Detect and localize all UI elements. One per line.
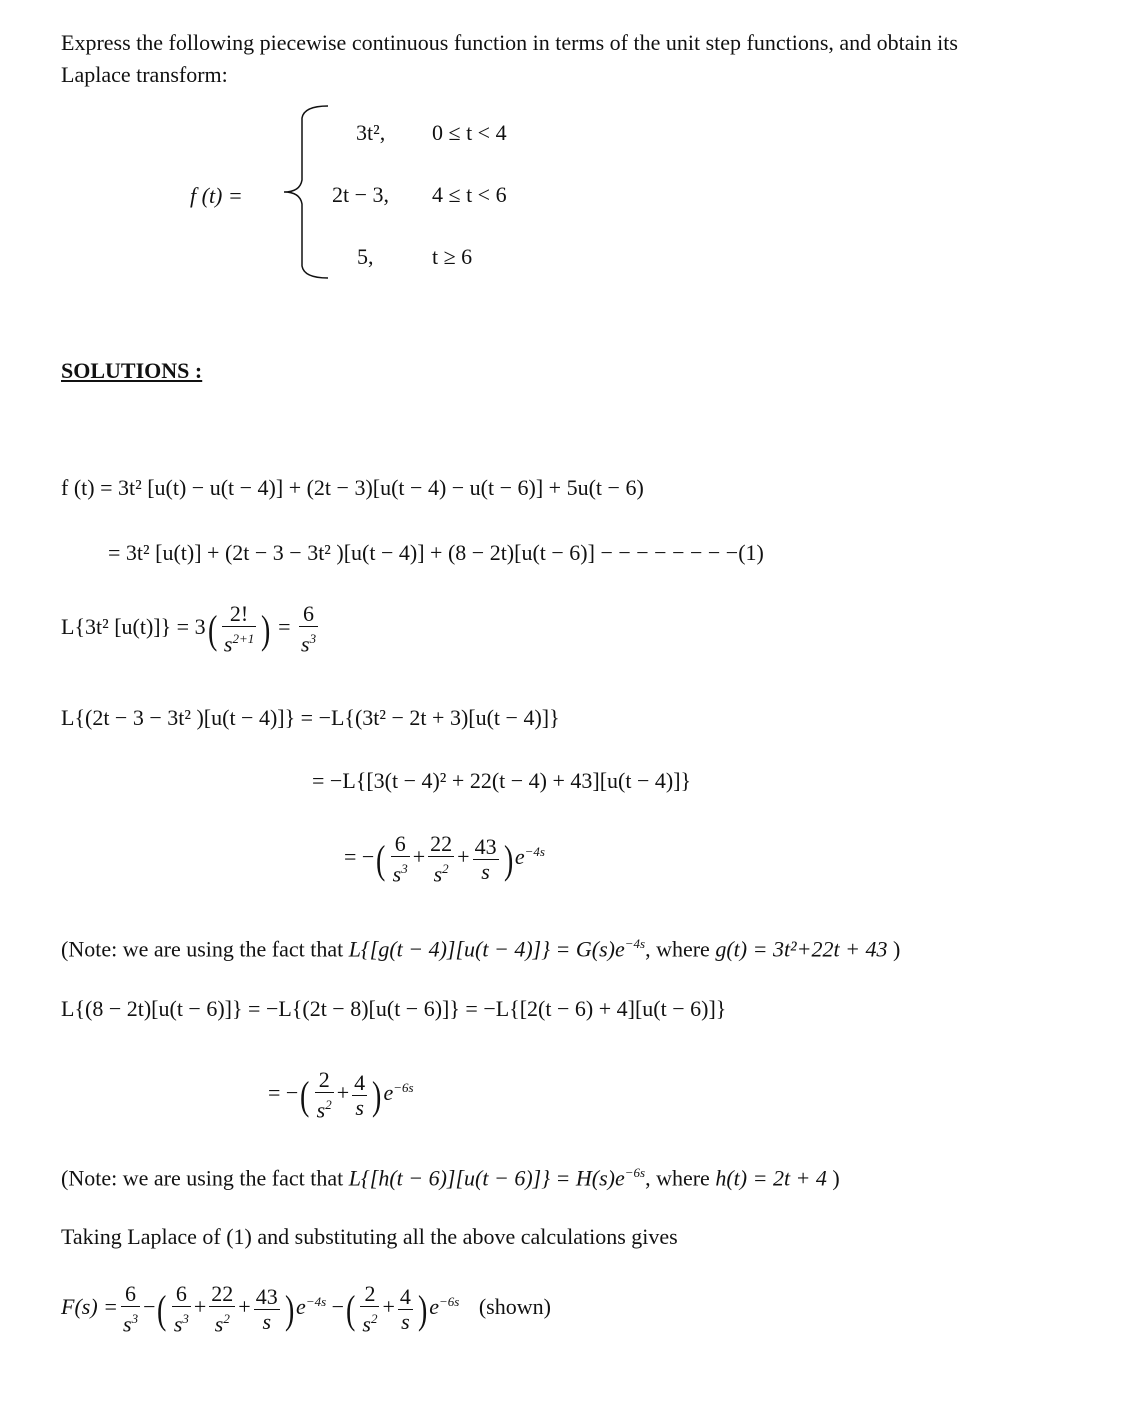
eq6-frac-1 — [391, 832, 410, 886]
eq6-e-pow: −4s — [524, 843, 545, 859]
equation-1: f (t) = 3t² [u(t) − u(t − 4)] + (2t − 3)[u(t − 4) − u(t − 6)] + 5u(t − 6) — [61, 475, 644, 500]
piecewise-brace — [282, 104, 330, 280]
eq6-f1d-exp: 3 — [401, 861, 408, 876]
eq6-f2n: 22 — [430, 831, 453, 856]
note2-close: ) — [826, 1165, 840, 1191]
note2-math: L{[h(t − 6)][u(t − 6)]} = H(s)e — [348, 1165, 625, 1191]
equation-3 — [61, 602, 321, 656]
eq6-f1d-base: s — [392, 861, 402, 887]
final-n1: 6 — [175, 1281, 187, 1306]
final-d4-base: s — [362, 1311, 371, 1337]
equation-2: = 3t² [u(t)] + (2t − 3 − 3t² )[u(t − 4)] + (8 − 2t)[u(t − 6)] − − − − − − − −(1) — [108, 540, 764, 565]
eq3-fraction — [222, 602, 256, 656]
final-plus-1: + — [193, 1294, 207, 1320]
eq8-f1d — [315, 1092, 334, 1122]
note2-text: (Note: we are using the fact that — [61, 1165, 349, 1191]
eq6-f2d-exp: 2 — [442, 861, 449, 876]
final-plus-2: + — [238, 1294, 251, 1320]
piece-1-expr: 3t², — [356, 120, 386, 145]
final-d1 — [172, 1306, 191, 1336]
eq6-plus-1: + — [412, 844, 426, 870]
note2-pow: −6s — [624, 1165, 646, 1180]
eq6-f2d-base: s — [433, 861, 443, 887]
note-1 — [61, 936, 900, 962]
final-e-1: e — [296, 1294, 306, 1320]
eq6-frac-2 — [428, 832, 454, 886]
piece-2-expr: 2t − 3, — [332, 182, 390, 207]
eq6-frac-3 — [473, 835, 499, 884]
final-d5: s — [398, 1309, 413, 1334]
final-pow-2: −6s — [438, 1293, 460, 1309]
eq8-frac-1 — [315, 1068, 334, 1122]
final-d0-base: s — [123, 1311, 132, 1337]
final-n5: 4 — [399, 1283, 411, 1309]
final-frac-0 — [121, 1282, 140, 1336]
note1-g: g(t) = 3t²+22t + 43 — [715, 936, 888, 962]
final-frac-1 — [172, 1282, 191, 1336]
final-frac-3 — [254, 1285, 280, 1334]
final-n3: 43 — [255, 1283, 278, 1309]
piece-3-expr: 5, — [357, 244, 374, 269]
eq3-result — [299, 602, 318, 656]
final-n0: 6 — [125, 1281, 137, 1306]
final-plus-3: + — [382, 1294, 395, 1320]
final-d4-exp: 2 — [370, 1311, 378, 1326]
eq8-frac-2 — [352, 1071, 367, 1120]
final-d1-exp: 3 — [182, 1311, 189, 1326]
note1-math: L{[g(t − 4)][u(t − 4)]} = G(s)e — [348, 936, 625, 962]
final-n2: 22 — [211, 1281, 234, 1306]
eq3-num: 2! — [229, 601, 249, 626]
eq6-pre: = − — [344, 844, 375, 870]
equation-8 — [268, 1068, 414, 1122]
final-d4 — [360, 1306, 379, 1336]
eq3-rnum: 6 — [303, 601, 315, 626]
final-minus-2: − — [331, 1294, 345, 1320]
eq3-rden-exp: 3 — [309, 631, 317, 646]
eq6-f2d — [428, 856, 454, 886]
paren-open: ( — [207, 606, 217, 652]
eq8-e-pow: −6s — [393, 1079, 414, 1095]
note2-where: , where — [645, 1165, 716, 1191]
eq8-e: e — [383, 1080, 394, 1106]
final-lhs: F(s) = — [61, 1294, 118, 1320]
eq3-den-base: s — [223, 631, 233, 657]
piece-2-cond: 4 ≤ t < 6 — [432, 182, 507, 207]
final-pow-1: −4s — [305, 1293, 327, 1309]
eq3-rden-base: s — [301, 631, 310, 657]
eq6-f1n: 6 — [394, 831, 406, 856]
eq8-f1d-base: s — [316, 1097, 326, 1123]
eq8-f2n: 4 — [354, 1069, 366, 1095]
eq3-equals: = — [278, 614, 291, 640]
solutions-heading: SOLUTIONS : — [61, 358, 203, 383]
eq3-rden — [299, 626, 318, 656]
problem-line-1: Express the following piecewise continuous function in terms of the unit step functions, and obtain its — [61, 30, 958, 55]
paren-open: ( — [157, 1286, 167, 1332]
note1-text: (Note: we are using the fact that — [61, 936, 349, 962]
final-d0 — [121, 1306, 140, 1336]
final-e-2: e — [429, 1294, 439, 1320]
eq8-f1n: 2 — [318, 1067, 330, 1092]
final-frac-5 — [398, 1285, 413, 1334]
equation-7: L{(8 − 2t)[u(t − 6)]} = −L{(2t − 8)[u(t − 6)]} = −L{[2(t − 6) + 4][u(t − 6)]} — [61, 996, 727, 1021]
problem-line-2: Laplace transform: — [61, 62, 228, 87]
paren-close: ) — [284, 1286, 295, 1332]
eq3-den — [222, 626, 256, 656]
eq6-f3d: s — [473, 859, 499, 884]
equation-5: = −L{[3(t − 4)² + 22(t − 4) + 43][u(t − 4)]} — [312, 768, 692, 793]
paren-close: ) — [417, 1286, 428, 1332]
final-minus-1: − — [143, 1294, 156, 1320]
paren-close: ) — [372, 1072, 382, 1118]
eq8-f2d: s — [352, 1095, 367, 1120]
final-d1-base: s — [173, 1311, 183, 1337]
paren-close: ) — [503, 836, 513, 882]
equation-4: L{(2t − 3 − 3t² )[u(t − 4)]} = −L{(3t² − 2t + 3)[u(t − 4)]} — [61, 705, 560, 730]
note1-pow: −4s — [624, 936, 646, 951]
eq3-lhs: L{3t² [u(t)]} = 3 — [61, 614, 206, 640]
paren-open: ( — [300, 1072, 310, 1118]
eq6-e: e — [514, 844, 525, 870]
final-d2-exp: 2 — [223, 1311, 230, 1326]
eq6-f1d — [391, 856, 410, 886]
final-result — [61, 1282, 551, 1336]
equation-6 — [344, 832, 545, 886]
paren-open: ( — [346, 1286, 356, 1332]
final-frac-2 — [209, 1282, 235, 1336]
piece-3-cond: t ≥ 6 — [432, 244, 473, 269]
note1-where: , where — [645, 936, 716, 962]
final-frac-4 — [360, 1282, 379, 1336]
note1-close: ) — [887, 936, 901, 962]
final-d2-base: s — [214, 1311, 224, 1337]
note-2 — [61, 1165, 840, 1191]
piecewise-lhs: f (t) = — [190, 183, 243, 208]
taking-laplace-text: Taking Laplace of (1) and substituting all the above calculations gives — [61, 1224, 678, 1249]
paren-open: ( — [376, 836, 386, 882]
eq8-plus: + — [336, 1080, 350, 1106]
final-shown: (shown) — [478, 1294, 551, 1320]
piece-1-cond: 0 ≤ t < 4 — [432, 120, 507, 145]
eq3-den-exp: 2+1 — [232, 631, 255, 646]
final-d3: s — [254, 1309, 280, 1334]
eq6-plus-2: + — [457, 844, 470, 870]
final-n4: 2 — [364, 1281, 376, 1306]
eq8-pre: = − — [268, 1080, 299, 1106]
eq8-f1d-exp: 2 — [325, 1097, 332, 1112]
eq6-f3n: 43 — [474, 833, 497, 859]
final-d0-exp: 3 — [131, 1311, 139, 1326]
note2-h: h(t) = 2t + 4 — [715, 1165, 827, 1191]
final-d2 — [209, 1306, 235, 1336]
paren-close: ) — [261, 606, 271, 652]
